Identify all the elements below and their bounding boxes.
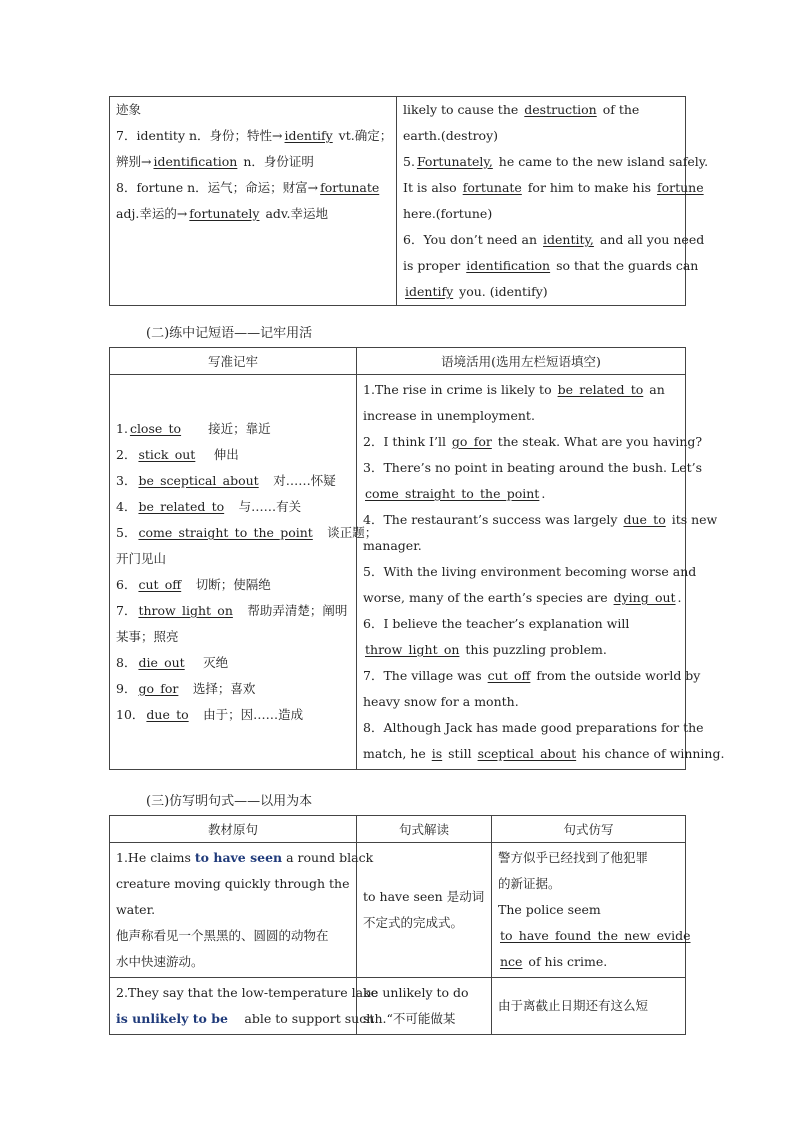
text-segment: 2． (116, 447, 137, 462)
text-line (403, 123, 679, 149)
text-line (498, 993, 679, 1019)
text-line (363, 585, 682, 611)
text-segment: the steak. What are you having? (493, 434, 703, 449)
text-line (403, 201, 679, 227)
phrase-list-lines (116, 416, 378, 728)
text-segment: sth.“不可能做某 (363, 1011, 456, 1026)
answer-blank: identify (284, 128, 333, 143)
sentence-table (109, 815, 691, 1035)
text-segment: 3．There’s no point in beating around the bush. Let’s (363, 460, 703, 475)
answer-blank: sceptical_about (477, 746, 577, 761)
text-line (116, 676, 350, 702)
text-segment: 迹象 (116, 102, 142, 117)
text-segment: adv. (261, 206, 291, 221)
original-sentence-2-lines (116, 980, 379, 1032)
text-segment: 1.The rise in crime is likely to (363, 382, 556, 397)
phrase-table (109, 347, 725, 770)
answer-blank: come_straight_to_the_point (138, 525, 313, 540)
highlight-phrase: is unlikely to be (116, 1011, 228, 1026)
analysis-1-lines (363, 884, 485, 936)
text-line (363, 559, 697, 585)
text-line (116, 702, 350, 728)
answer-blank: to_have_found_the_new_evide (500, 928, 691, 943)
text-segment: of the (598, 102, 640, 117)
text-segment: and all you need (595, 232, 705, 247)
text-line (498, 949, 679, 975)
text-line (116, 201, 390, 227)
text-line (363, 533, 679, 559)
text-segment: be unlikely to do (363, 985, 469, 1000)
text-segment: 5．With the living environment becoming worse and (363, 564, 697, 579)
text-segment: a round black (282, 850, 374, 865)
text-segment: increase in unemployment. (363, 408, 535, 423)
text-line (116, 871, 350, 897)
text-line (116, 149, 390, 175)
text-segment: It is also (403, 180, 461, 195)
answer-blank: go_for (451, 434, 492, 449)
imitation-2 (492, 978, 686, 1035)
text-line (116, 494, 350, 520)
text-line (403, 97, 679, 123)
text-line (498, 871, 679, 897)
text-line (116, 598, 350, 624)
text-line (116, 949, 350, 975)
text-segment: 8．Although Jack has made good preparations for the (363, 720, 704, 735)
answer-blank: go_for (138, 681, 179, 696)
text-segment: creature moving quickly through the (116, 876, 350, 891)
imitation-2-lines (498, 993, 679, 1019)
text-line (116, 923, 350, 949)
text-line (363, 741, 725, 767)
sentence-table-header-imitation: 句式仿写 (492, 816, 686, 843)
text-segment: 8． (116, 655, 137, 670)
text-segment: 伸出 (197, 447, 239, 462)
text-line (116, 845, 374, 871)
text-segment: 与……有关 (226, 499, 302, 514)
text-line (363, 637, 679, 663)
text-segment: 7． (116, 603, 137, 618)
text-line (116, 650, 350, 676)
text-line (116, 468, 350, 494)
text-segment: 6． (116, 577, 137, 592)
section-title-phrases: (二)练中记短语——记牢用活 (146, 326, 313, 341)
text-segment: 警方似乎已经找到了他犯罪 (498, 850, 649, 865)
text-segment: still (444, 746, 476, 761)
text-segment: 切断；使隔绝 (183, 577, 271, 592)
text-segment: 2.They say that the low-temperature lake (116, 985, 379, 1000)
text-segment: his chance of winning. (578, 746, 725, 761)
text-segment: 6．You don’t need an (403, 232, 542, 247)
phrase-table-header-right: 语境活用(选用左栏短语填空) (357, 348, 686, 375)
answer-blank: Fortunately, (416, 154, 493, 169)
text-segment: likely to cause the (403, 102, 523, 117)
text-segment: ．身份；特性→ (197, 128, 283, 143)
text-line (363, 403, 679, 429)
text-line (363, 910, 485, 936)
text-segment: n．身份证明 (239, 154, 314, 169)
text-line (363, 884, 485, 910)
text-line (363, 507, 718, 533)
text-line (116, 123, 393, 149)
text-segment: 对……怀疑 (260, 473, 336, 488)
answer-blank: nce (500, 954, 523, 969)
text-segment: so that the guards can (552, 258, 699, 273)
text-segment: ．运气；命运；财富→ (195, 180, 319, 195)
original-sentence-1 (110, 843, 374, 978)
text-segment: 10． (116, 707, 145, 722)
text-segment: 5. (403, 154, 415, 169)
text-segment: . (541, 486, 546, 501)
answer-blank: die_out (138, 655, 185, 670)
text-line (116, 1006, 375, 1032)
answer-blank: cut_off (487, 668, 531, 683)
text-segment: 接近；靠近 (183, 421, 271, 436)
highlight-phrase: to have seen (194, 850, 283, 865)
text-segment: this puzzling problem. (461, 642, 607, 657)
analysis-2 (357, 978, 492, 1035)
answer-blank: identity, (543, 232, 594, 247)
original-sentence-1-lines (116, 845, 374, 975)
text-segment: 1. (116, 421, 128, 436)
text-line (403, 253, 699, 279)
answer-blank: throw_light_on (138, 603, 233, 618)
text-line (116, 175, 390, 201)
text-line (363, 429, 703, 455)
text-segment: 6．I believe the teacher’s explanation will (363, 616, 630, 631)
answer-blank: identification (153, 154, 238, 169)
text-segment: . (677, 590, 682, 605)
text-segment: an (645, 382, 665, 397)
text-line (116, 980, 379, 1006)
text-segment: 的新证据。 (498, 876, 561, 891)
answer-blank: cut_off (138, 577, 182, 592)
text-line (403, 227, 705, 253)
text-segment: 帮助弄清楚；阐明 (234, 603, 348, 618)
text-segment: 某事；照亮 (116, 629, 179, 644)
answer-blank: due_to (623, 512, 666, 527)
text-segment: 由于离截止日期还有这么短 (498, 998, 649, 1013)
text-segment: 幸运地 (290, 206, 328, 221)
text-segment: heavy snow for a month. (363, 694, 519, 709)
text-segment: 9． (116, 681, 137, 696)
section-title-sentences: (三)仿写明句式——以用为本 (146, 794, 313, 809)
text-line (363, 377, 679, 403)
text-segment: 辨别→ (116, 154, 152, 169)
text-segment: vt. (334, 128, 355, 143)
text-segment: is proper (403, 258, 465, 273)
text-line (116, 546, 350, 572)
text-line (116, 442, 350, 468)
phrase-practice-cell (357, 375, 725, 770)
answer-blank: fortunately (189, 206, 260, 221)
text-segment: 确定； (354, 128, 393, 143)
text-segment: he came to the new island safely. (494, 154, 709, 169)
analysis-1 (357, 843, 492, 978)
original-sentence-2 (110, 978, 379, 1035)
sentence-table-header-original: 教材原句 (110, 816, 357, 843)
answer-blank: come_straight_to_the_point (365, 486, 540, 501)
answer-blank: be_related_to (138, 499, 225, 514)
answer-blank: destruction (524, 102, 597, 117)
text-line (363, 481, 679, 507)
answer-blank: fortunate (320, 180, 380, 195)
text-segment: 7．The village was (363, 668, 486, 683)
text-line (363, 689, 679, 715)
text-line (363, 663, 701, 689)
imitation-1 (492, 843, 691, 978)
text-segment: worse, many of the earth’s species are (363, 590, 612, 605)
text-segment: its new (667, 512, 718, 527)
text-line (363, 611, 679, 637)
text-segment: 选择；喜欢 (180, 681, 256, 696)
analysis-2-lines (363, 980, 485, 1032)
answer-blank: close_to (129, 421, 182, 436)
text-segment: water. (116, 902, 156, 917)
text-segment: 不定式的完成式。 (363, 915, 464, 930)
text-segment: earth.(destroy) (403, 128, 499, 143)
phrase-practice-lines (363, 377, 725, 767)
text-segment: 2．I think I’ll (363, 434, 450, 449)
text-segment: 5． (116, 525, 137, 540)
text-segment: match, he (363, 746, 430, 761)
text-segment: The police seem (498, 902, 601, 917)
text-segment: to have seen 是动词 (363, 889, 485, 904)
text-segment: n (188, 128, 198, 143)
answer-blank: identify (405, 284, 454, 299)
text-segment: 他声称看见一个黑黑的、圆圆的动物在 (116, 928, 329, 943)
text-line (403, 175, 704, 201)
text-segment: here.(fortune) (403, 206, 493, 221)
text-line (498, 897, 679, 923)
text-line (116, 572, 350, 598)
word-table-continued (109, 96, 709, 306)
phrase-list-cell (110, 375, 378, 770)
word-family-lines (116, 97, 393, 227)
text-segment: n (187, 180, 196, 195)
text-segment: able to support such (227, 1011, 375, 1026)
text-segment: of his crime. (524, 954, 608, 969)
text-segment: 幸运的→ (139, 206, 188, 221)
text-segment: for him to make his (523, 180, 655, 195)
phrase-table-header-left: 写准记牢 (110, 348, 357, 375)
answer-blank: dying_out (613, 590, 676, 605)
text-line (403, 149, 709, 175)
text-line (363, 1006, 485, 1032)
text-segment: 7．identity (116, 128, 189, 143)
text-segment: 水中快速游动。 (116, 954, 204, 969)
text-segment: you. (identify) (455, 284, 548, 299)
text-segment: from the outside world by (532, 668, 701, 683)
word-family-cell (110, 97, 397, 306)
text-segment: 开门见山 (116, 551, 167, 566)
answer-blank: be_sceptical_about (138, 473, 259, 488)
answer-blank: fortunate (462, 180, 522, 195)
text-line (363, 980, 485, 1006)
text-segment: 3． (116, 473, 137, 488)
text-segment: 灭绝 (186, 655, 229, 670)
text-segment: 谈正题； (314, 525, 378, 540)
text-segment: 8．fortune (116, 180, 188, 195)
text-line (116, 416, 350, 442)
answer-blank: be_related_to (557, 382, 644, 397)
answer-blank: is (431, 746, 443, 761)
sentence-table-header-analysis: 句式解读 (357, 816, 492, 843)
text-line (363, 455, 703, 481)
text-segment: 由于；因……造成 (190, 707, 304, 722)
text-line (116, 897, 350, 923)
text-segment: 4．The restaurant’s success was largely (363, 512, 622, 527)
answer-blank: fortune (656, 180, 704, 195)
text-segment: 4． (116, 499, 137, 514)
text-line (498, 845, 679, 871)
text-segment: manager. (363, 538, 422, 553)
text-line (116, 97, 390, 123)
text-line (116, 624, 350, 650)
text-segment: adj. (116, 206, 140, 221)
answer-blank: stick_out (138, 447, 196, 462)
text-line (363, 715, 704, 741)
answer-blank: due_to (146, 707, 189, 722)
word-practice-lines (403, 97, 709, 305)
text-line (116, 520, 378, 546)
answer-blank: identification (466, 258, 551, 273)
text-line (498, 923, 691, 949)
answer-blank: throw_light_on (365, 642, 460, 657)
text-line (403, 279, 679, 305)
text-segment: 1.He claims (116, 850, 195, 865)
imitation-1-lines (498, 845, 691, 975)
word-practice-cell (397, 97, 709, 306)
